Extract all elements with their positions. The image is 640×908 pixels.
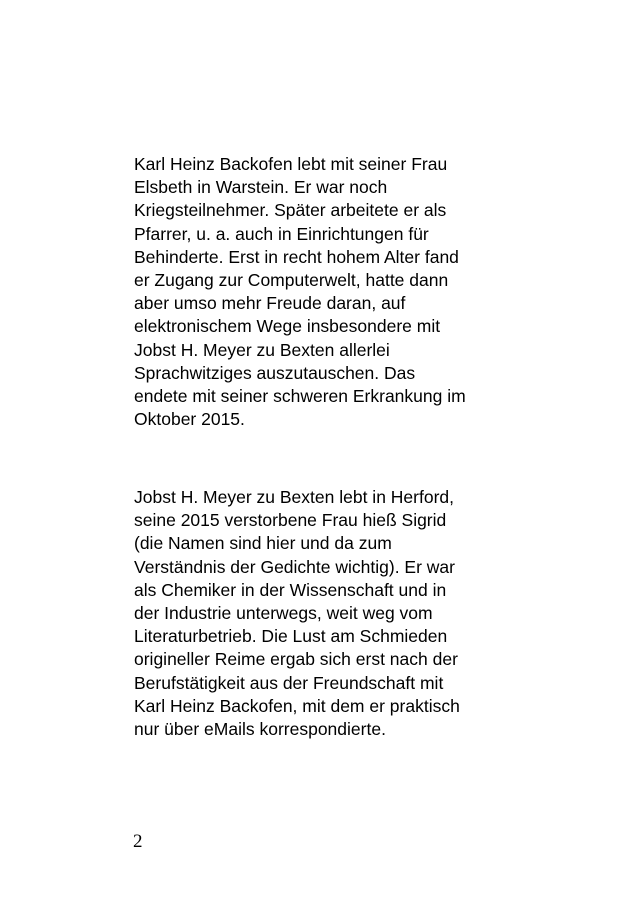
page-number: 2 bbox=[133, 831, 143, 852]
text-line: aber umso mehr Freude daran, auf bbox=[134, 293, 406, 314]
text-line: Behinderte. Erst in recht hohem Alter fand bbox=[134, 246, 459, 267]
text-line: Jobst H. Meyer zu Bexten lebt in Herford, bbox=[134, 487, 454, 507]
text-line: Jobst H. Meyer zu Bexten allerlei bbox=[134, 339, 390, 360]
text-line: seine 2015 verstorbene Frau hieß Sigrid bbox=[134, 510, 447, 531]
text-line: Oktober 2015. bbox=[134, 409, 245, 430]
text-line: Pfarrer, u. a. auch in Einrichtungen für bbox=[134, 223, 429, 244]
text-line: Elsbeth in Warstein. Er war noch bbox=[134, 177, 388, 198]
text-line: Berufstätigkeit aus der Freundschaft mit bbox=[134, 672, 444, 693]
text-line: Verständnis der Gedichte wichtig). Er war bbox=[134, 556, 455, 577]
text-line: Karl Heinz Backofen lebt mit seiner Frau bbox=[134, 154, 448, 174]
text-line: Literaturbetrieb. Die Lust am Schmieden bbox=[134, 626, 448, 647]
text-line: als Chemiker in der Wissenschaft und in bbox=[134, 579, 447, 600]
text-line: er Zugang zur Computerwelt, hatte dann bbox=[134, 270, 449, 291]
text-line: Karl Heinz Backofen, mit dem er praktisch bbox=[134, 695, 460, 716]
text-line: Kriegsteilnehmer. Später arbeitete er als bbox=[134, 200, 447, 221]
text-line: endete mit seiner schweren Erkrankung im bbox=[134, 386, 466, 407]
author-bio-backofen bbox=[134, 153, 534, 431]
text-line: nur über eMails korrespondierte. bbox=[134, 719, 386, 740]
text-line: elektronischem Wege insbesondere mit bbox=[134, 316, 441, 337]
text-line: (die Namen sind hier und da zum bbox=[134, 533, 392, 554]
text-line: origineller Reime ergab sich erst nach der bbox=[134, 649, 458, 670]
author-bio-meyer-zu-bexten bbox=[134, 486, 534, 741]
text-line: der Industrie unterwegs, weit weg vom bbox=[134, 603, 433, 624]
text-line: Sprachwitziges auszutauschen. Das bbox=[134, 362, 416, 383]
